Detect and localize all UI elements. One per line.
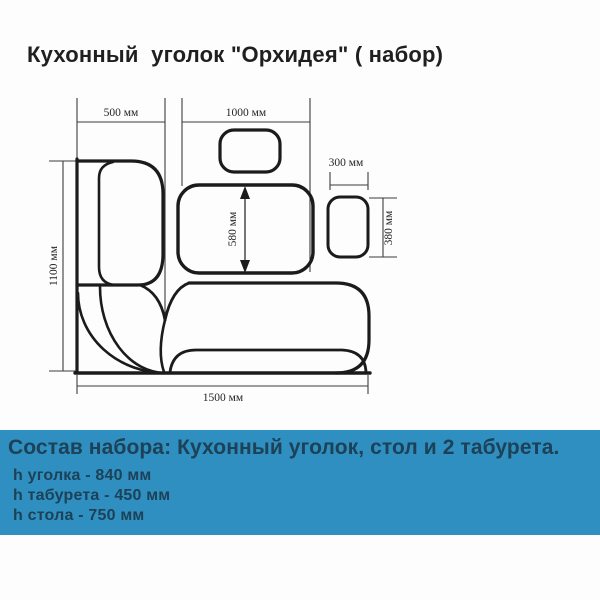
spec-table-height: h стола - 750 мм	[13, 507, 145, 524]
dim-label-1500: 1500 мм	[202, 392, 244, 404]
footer-headline: Состав набора: Кухонный уголок, стол и 2 табурета.	[8, 436, 560, 459]
stool-side-outline	[328, 197, 368, 257]
dim-label-500: 500 мм	[103, 107, 139, 119]
dim-label-380: 380 мм	[383, 210, 395, 246]
corner-bench-outline	[75, 159, 370, 373]
dim-label-1100: 1100 мм	[48, 245, 60, 287]
furniture-dimension-drawing	[0, 80, 600, 430]
dim-label-580: 580 мм	[227, 211, 239, 247]
stool-top-outline	[220, 130, 280, 172]
spec-corner-height: h уголка - 840 мм	[13, 467, 152, 484]
dim-300	[330, 172, 368, 190]
dim-label-1000: 1000 мм	[225, 107, 267, 119]
dim-label-300: 300 мм	[328, 157, 364, 169]
page-title: Кухонный уголок "Орхидея" ( набор)	[27, 42, 444, 67]
dim-arrow-580	[240, 186, 250, 273]
spec-stool-height: h табурета - 450 мм	[13, 487, 171, 504]
footer-band	[0, 430, 600, 535]
